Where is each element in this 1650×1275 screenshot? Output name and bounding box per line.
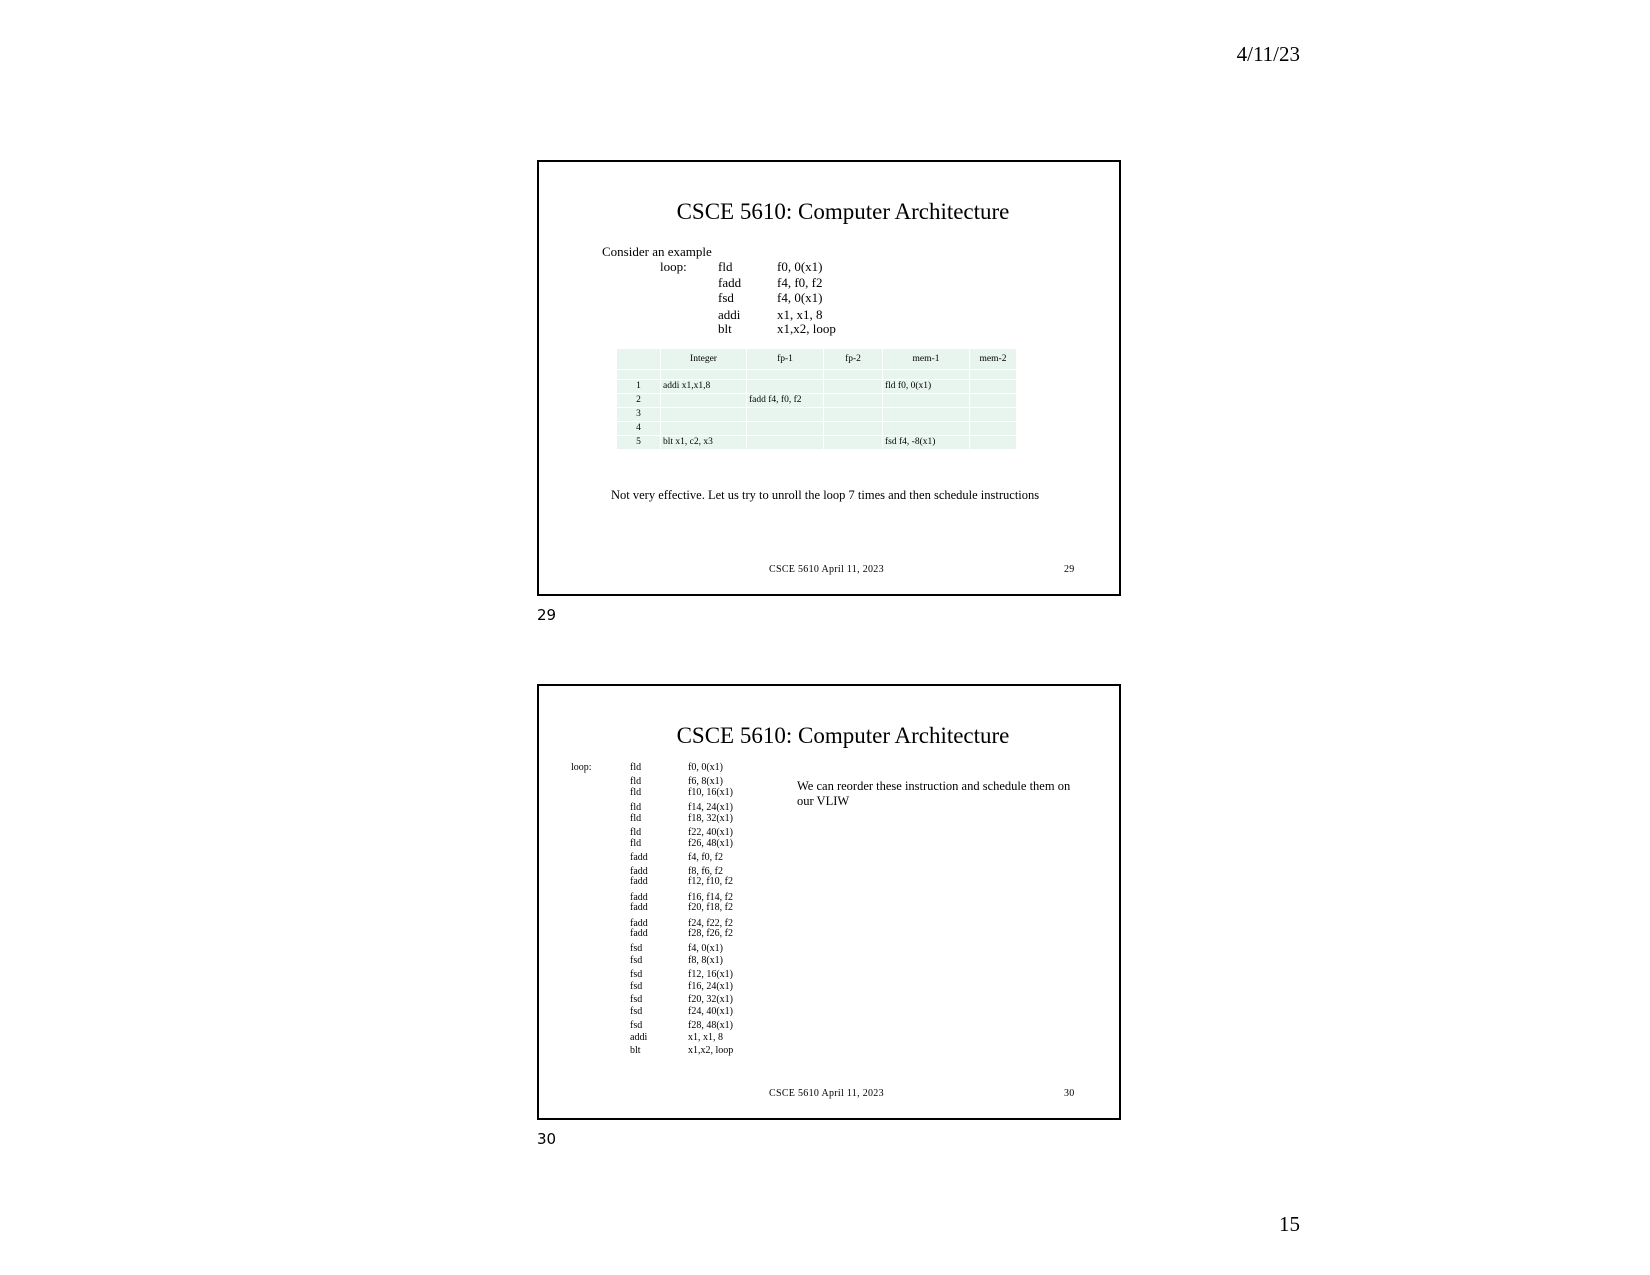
code-op: addi [718,307,741,322]
code-args: f16, 24(x1) [688,981,733,992]
table-header: fp-2 [824,349,883,370]
table-cell: 2 [617,394,661,408]
table-cell [824,422,883,436]
table-row [617,380,1017,394]
table-cell [747,380,824,394]
code-label: loop: [660,259,687,274]
slide-title: CSCE 5610: Computer Architecture [676,199,1010,224]
code-op: fld [630,827,642,838]
schedule-table [616,348,1017,450]
table-cell [661,394,747,408]
code-op: fadd [630,866,648,877]
code-args: f8, f6, f2 [688,866,723,877]
code-op: fsd [630,981,643,992]
code-op: fsd [630,955,643,966]
footer-slide-number: 29 [1064,564,1075,575]
code-args: f28, f26, f2 [688,928,733,939]
table-cell: blt x1, c2, x3 [661,436,747,450]
code-args: f24, 40(x1) [688,1006,733,1017]
code-args: f20, 32(x1) [688,994,733,1005]
footer-text: CSCE 5610 April 11, 2023 [769,1088,884,1099]
table-header-row [617,349,1017,370]
footer-text: CSCE 5610 April 11, 2023 [769,564,884,575]
slide-intro: Consider an example [602,244,712,259]
slide-note: We can reorder these instruction and schedule them on our VLIW [797,779,1071,808]
table-cell: addi x1,x1,8 [661,380,747,394]
code-op: fsd [630,969,643,980]
code-args: f0, 0(x1) [777,259,823,274]
table-cell [970,422,1017,436]
table-cell: 5 [617,436,661,450]
code-op: fadd [718,275,742,290]
code-op: fld [630,802,642,813]
slide-29 [537,160,1121,596]
code-args: x1, x1, 8 [688,1032,723,1043]
table-cell [824,408,883,422]
table-row [617,408,1017,422]
slide-title: CSCE 5610: Computer Architecture [676,723,1010,748]
page-number: 15 [1279,1212,1300,1236]
code-op: fsd [630,1020,643,1031]
table-header [617,349,661,370]
code-op: fld [630,838,642,849]
table-cell [970,380,1017,394]
slide-note: Not very effective. Let us try to unroll the loop 7 times and then schedule instructions [611,488,1040,502]
code-args: f8, 8(x1) [688,955,723,966]
slide-30 [537,684,1121,1120]
code-op: fadd [630,876,648,887]
code-op: fld [630,813,642,824]
code-args: f4, f0, f2 [688,852,723,863]
table-cell: fld f0, 0(x1) [883,380,970,394]
table-cell [747,408,824,422]
code-op: fadd [630,918,648,929]
code-args: x1,x2, loop [777,321,836,336]
code-args: f28, 48(x1) [688,1020,733,1031]
table-row [617,436,1017,450]
table-spacer-row [617,370,1017,380]
code-args: f22, 40(x1) [688,827,733,838]
code-args: f14, 24(x1) [688,802,733,813]
table-cell: fsd f4, -8(x1) [883,436,970,450]
slide-label: 30 [537,1130,557,1148]
table-header: Integer [661,349,747,370]
footer-slide-number: 30 [1064,1088,1075,1099]
code-op: fsd [630,943,643,954]
table-cell: 3 [617,408,661,422]
table-cell [747,436,824,450]
code-args: f12, 16(x1) [688,969,733,980]
table-cell [824,380,883,394]
code-op: fld [718,259,733,274]
table-cell [661,408,747,422]
code-op: fld [630,776,642,787]
code-op: blt [630,1045,641,1056]
code-args: f4, 0(x1) [688,943,723,954]
table-cell: 4 [617,422,661,436]
table-cell [883,394,970,408]
table-cell: 1 [617,380,661,394]
table-cell [970,408,1017,422]
table-header: fp-1 [747,349,824,370]
code-args: f6, 8(x1) [688,776,723,787]
table-header: mem-1 [883,349,970,370]
code-op: fadd [630,892,648,903]
slide-label: 29 [537,606,557,624]
code-args: f0, 0(x1) [688,762,723,773]
code-op: fsd [630,1006,643,1017]
code-args: f4, 0(x1) [777,290,823,305]
code-op: fld [630,787,642,798]
code-op: fsd [718,290,734,305]
code-op: blt [718,321,732,336]
code-op: fsd [630,994,643,1005]
code-op: fadd [630,928,648,939]
code-args: x1,x2, loop [688,1045,734,1056]
table-cell [824,394,883,408]
table-row [617,422,1017,436]
code-args: f18, 32(x1) [688,813,733,824]
table-cell: fadd f4, f0, f2 [747,394,824,408]
code-op: fadd [630,902,648,913]
code-args: f10, 16(x1) [688,787,733,798]
table-cell [883,422,970,436]
code-args: f4, f0, f2 [777,275,823,290]
code-args: f20, f18, f2 [688,902,733,913]
page-date: 4/11/23 [1236,42,1300,66]
code-op: fadd [630,852,648,863]
code-op: fld [630,762,642,773]
table-header: mem-2 [970,349,1017,370]
table-row [617,394,1017,408]
table-cell [747,422,824,436]
table-cell [970,394,1017,408]
code-args: f26, 48(x1) [688,838,733,849]
table-cell [824,436,883,450]
table-cell [970,436,1017,450]
code-op: addi [630,1032,648,1043]
table-cell [661,422,747,436]
code-args: f16, f14, f2 [688,892,733,903]
code-args: f24, f22, f2 [688,918,733,929]
table-cell [883,408,970,422]
code-args: f12, f10, f2 [688,876,733,887]
code-label: loop: [571,762,592,773]
code-args: x1, x1, 8 [777,307,823,322]
